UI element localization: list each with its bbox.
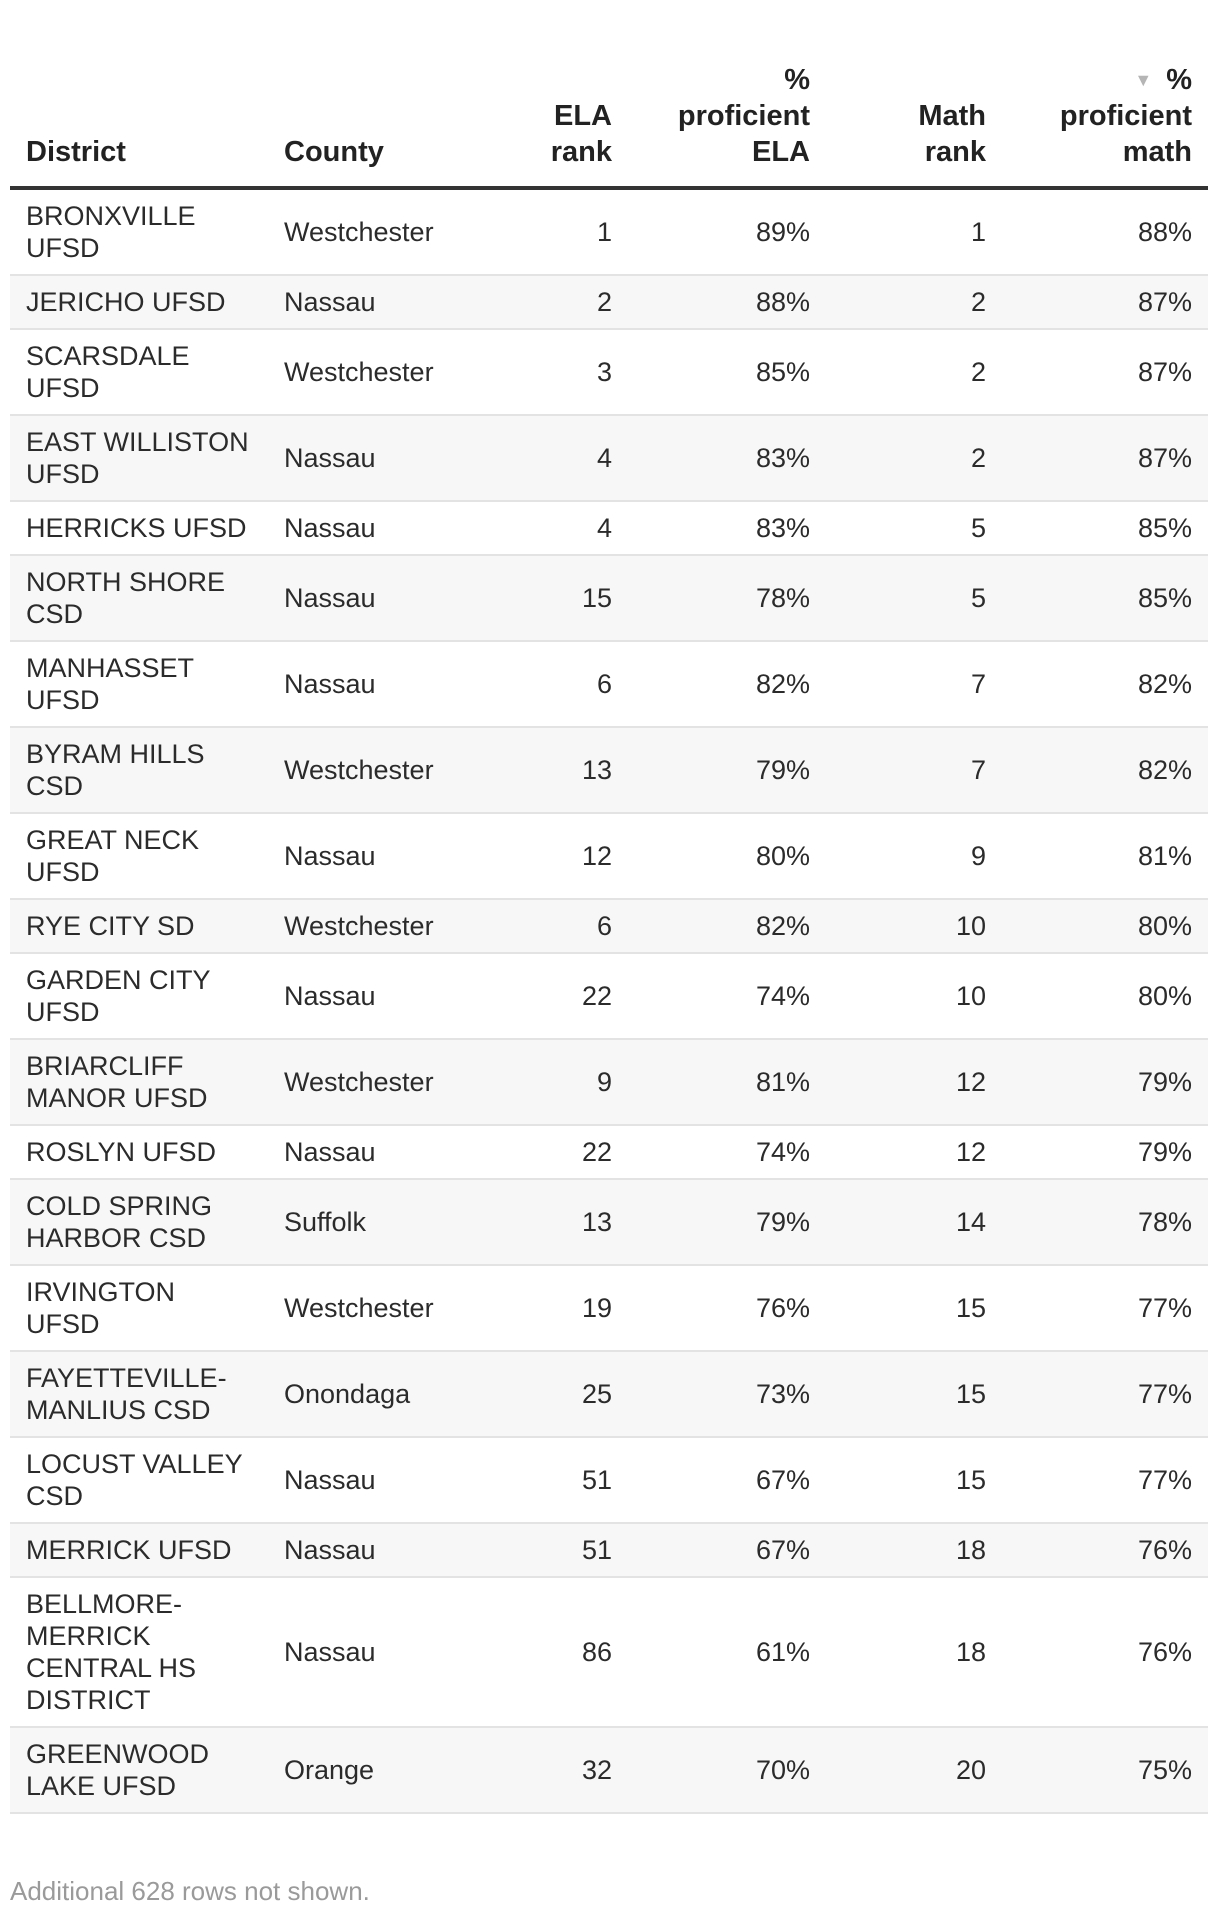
cell-pct-math: 87% xyxy=(1002,415,1208,501)
district-ranking-table xyxy=(10,44,1208,1814)
column-header-county[interactable]: County xyxy=(268,44,490,188)
table-body xyxy=(10,188,1208,1813)
cell-pct-math: 79% xyxy=(1002,1125,1208,1179)
cell-ela-rank: 51 xyxy=(490,1523,628,1577)
cell-pct-ela: 82% xyxy=(628,899,826,953)
cell-county: Nassau xyxy=(268,415,490,501)
table-row xyxy=(10,415,1208,501)
cell-pct-math: 76% xyxy=(1002,1577,1208,1727)
cell-pct-math: 85% xyxy=(1002,555,1208,641)
cell-county: Orange xyxy=(268,1727,490,1813)
cell-ela-rank: 4 xyxy=(490,415,628,501)
cell-county: Nassau xyxy=(268,953,490,1039)
cell-district: BRONXVILLE UFSD xyxy=(10,188,268,275)
cell-district: ROSLYN UFSD xyxy=(10,1125,268,1179)
cell-pct-math: 76% xyxy=(1002,1523,1208,1577)
cell-math-rank: 5 xyxy=(826,501,1002,555)
table-header xyxy=(10,44,1208,188)
cell-district: SCARSDALE UFSD xyxy=(10,329,268,415)
cell-pct-math: 82% xyxy=(1002,727,1208,813)
cell-district: IRVINGTON UFSD xyxy=(10,1265,268,1351)
cell-math-rank: 10 xyxy=(826,953,1002,1039)
cell-math-rank: 18 xyxy=(826,1577,1002,1727)
table-row xyxy=(10,1577,1208,1727)
footnote: Additional 628 rows not shown. xyxy=(10,1876,370,1906)
cell-ela-rank: 86 xyxy=(490,1577,628,1727)
cell-pct-ela: 81% xyxy=(628,1039,826,1125)
cell-math-rank: 15 xyxy=(826,1437,1002,1523)
cell-pct-ela: 83% xyxy=(628,415,826,501)
cell-county: Nassau xyxy=(268,1577,490,1727)
cell-ela-rank: 3 xyxy=(490,329,628,415)
column-header-ela-rank[interactable]: ELA rank xyxy=(490,44,628,188)
cell-ela-rank: 9 xyxy=(490,1039,628,1125)
cell-pct-ela: 85% xyxy=(628,329,826,415)
cell-pct-ela: 76% xyxy=(628,1265,826,1351)
cell-math-rank: 7 xyxy=(826,727,1002,813)
cell-math-rank: 15 xyxy=(826,1265,1002,1351)
column-header-math-rank[interactable]: Math rank xyxy=(826,44,1002,188)
cell-county: Westchester xyxy=(268,1039,490,1125)
table-row xyxy=(10,1523,1208,1577)
cell-math-rank: 2 xyxy=(826,415,1002,501)
cell-county: Nassau xyxy=(268,1125,490,1179)
cell-ela-rank: 13 xyxy=(490,727,628,813)
cell-county: Westchester xyxy=(268,188,490,275)
cell-ela-rank: 4 xyxy=(490,501,628,555)
cell-ela-rank: 25 xyxy=(490,1351,628,1437)
table-row xyxy=(10,1179,1208,1265)
cell-district: EAST WILLISTON UFSD xyxy=(10,415,268,501)
cell-district: COLD SPRING HARBOR CSD xyxy=(10,1179,268,1265)
column-header-pct-math-symbol: % xyxy=(1166,64,1192,96)
table-row xyxy=(10,1351,1208,1437)
cell-math-rank: 2 xyxy=(826,275,1002,329)
cell-math-rank: 7 xyxy=(826,641,1002,727)
table-row xyxy=(10,641,1208,727)
table-row xyxy=(10,1265,1208,1351)
cell-math-rank: 20 xyxy=(826,1727,1002,1813)
column-header-pct-math[interactable] xyxy=(1002,44,1208,188)
cell-district: JERICHO UFSD xyxy=(10,275,268,329)
cell-ela-rank: 13 xyxy=(490,1179,628,1265)
cell-county: Nassau xyxy=(268,501,490,555)
table-row xyxy=(10,1125,1208,1179)
cell-math-rank: 9 xyxy=(826,813,1002,899)
cell-county: Westchester xyxy=(268,899,490,953)
cell-pct-ela: 78% xyxy=(628,555,826,641)
cell-pct-ela: 79% xyxy=(628,1179,826,1265)
cell-pct-math: 85% xyxy=(1002,501,1208,555)
sort-descending-icon: ▼ xyxy=(1134,70,1153,90)
cell-math-rank: 12 xyxy=(826,1125,1002,1179)
cell-ela-rank: 32 xyxy=(490,1727,628,1813)
cell-pct-ela: 79% xyxy=(628,727,826,813)
cell-ela-rank: 1 xyxy=(490,188,628,275)
cell-county: Nassau xyxy=(268,1437,490,1523)
cell-pct-math: 88% xyxy=(1002,188,1208,275)
cell-district: MANHASSET UFSD xyxy=(10,641,268,727)
cell-district: MERRICK UFSD xyxy=(10,1523,268,1577)
table-row xyxy=(10,813,1208,899)
cell-ela-rank: 12 xyxy=(490,813,628,899)
cell-ela-rank: 22 xyxy=(490,1125,628,1179)
cell-district: GREAT NECK UFSD xyxy=(10,813,268,899)
cell-pct-ela: 70% xyxy=(628,1727,826,1813)
cell-county: Onondaga xyxy=(268,1351,490,1437)
cell-ela-rank: 2 xyxy=(490,275,628,329)
column-header-pct-math-label: proficient math xyxy=(1059,100,1192,168)
cell-ela-rank: 22 xyxy=(490,953,628,1039)
table-row xyxy=(10,501,1208,555)
cell-math-rank: 2 xyxy=(826,329,1002,415)
cell-county: Suffolk xyxy=(268,1179,490,1265)
cell-pct-math: 87% xyxy=(1002,275,1208,329)
cell-district: NORTH SHORE CSD xyxy=(10,555,268,641)
cell-ela-rank: 6 xyxy=(490,899,628,953)
cell-district: RYE CITY SD xyxy=(10,899,268,953)
cell-math-rank: 14 xyxy=(826,1179,1002,1265)
cell-math-rank: 5 xyxy=(826,555,1002,641)
table-row xyxy=(10,1437,1208,1523)
cell-pct-math: 77% xyxy=(1002,1265,1208,1351)
cell-ela-rank: 51 xyxy=(490,1437,628,1523)
cell-pct-math: 81% xyxy=(1002,813,1208,899)
table-row xyxy=(10,188,1208,275)
cell-pct-math: 82% xyxy=(1002,641,1208,727)
cell-pct-ela: 61% xyxy=(628,1577,826,1727)
cell-pct-ela: 80% xyxy=(628,813,826,899)
cell-county: Westchester xyxy=(268,1265,490,1351)
cell-pct-math: 78% xyxy=(1002,1179,1208,1265)
cell-ela-rank: 15 xyxy=(490,555,628,641)
cell-district: BRIARCLIFF MANOR UFSD xyxy=(10,1039,268,1125)
cell-math-rank: 18 xyxy=(826,1523,1002,1577)
cell-district: BELLMORE-MERRICK CENTRAL HS DISTRICT xyxy=(10,1577,268,1727)
cell-pct-math: 79% xyxy=(1002,1039,1208,1125)
cell-pct-ela: 73% xyxy=(628,1351,826,1437)
cell-pct-math: 80% xyxy=(1002,953,1208,1039)
cell-math-rank: 1 xyxy=(826,188,1002,275)
table-row xyxy=(10,727,1208,813)
cell-ela-rank: 6 xyxy=(490,641,628,727)
table-row xyxy=(10,329,1208,415)
cell-district: BYRAM HILLS CSD xyxy=(10,727,268,813)
table-row xyxy=(10,953,1208,1039)
cell-pct-ela: 67% xyxy=(628,1523,826,1577)
header-row xyxy=(10,44,1208,188)
table-row xyxy=(10,1727,1208,1813)
cell-county: Westchester xyxy=(268,329,490,415)
cell-district: FAYETTEVILLE-MANLIUS CSD xyxy=(10,1351,268,1437)
cell-pct-ela: 83% xyxy=(628,501,826,555)
cell-pct-math: 75% xyxy=(1002,1727,1208,1813)
cell-county: Nassau xyxy=(268,641,490,727)
cell-county: Nassau xyxy=(268,813,490,899)
column-header-pct-ela[interactable]: % proficient ELA xyxy=(628,44,826,188)
cell-pct-math: 77% xyxy=(1002,1437,1208,1523)
table-row xyxy=(10,275,1208,329)
cell-math-rank: 12 xyxy=(826,1039,1002,1125)
cell-pct-math: 80% xyxy=(1002,899,1208,953)
cell-district: GARDEN CITY UFSD xyxy=(10,953,268,1039)
table-row xyxy=(10,899,1208,953)
cell-county: Nassau xyxy=(268,1523,490,1577)
cell-pct-math: 87% xyxy=(1002,329,1208,415)
cell-pct-ela: 89% xyxy=(628,188,826,275)
cell-pct-ela: 74% xyxy=(628,953,826,1039)
cell-pct-ela: 88% xyxy=(628,275,826,329)
cell-pct-math: 77% xyxy=(1002,1351,1208,1437)
cell-county: Nassau xyxy=(268,275,490,329)
cell-district: HERRICKS UFSD xyxy=(10,501,268,555)
cell-county: Westchester xyxy=(268,727,490,813)
column-header-district[interactable]: District xyxy=(10,44,268,188)
cell-pct-ela: 67% xyxy=(628,1437,826,1523)
cell-ela-rank: 19 xyxy=(490,1265,628,1351)
cell-county: Nassau xyxy=(268,555,490,641)
table-row xyxy=(10,555,1208,641)
cell-pct-ela: 82% xyxy=(628,641,826,727)
cell-pct-ela: 74% xyxy=(628,1125,826,1179)
cell-district: LOCUST VALLEY CSD xyxy=(10,1437,268,1523)
cell-math-rank: 10 xyxy=(826,899,1002,953)
cell-math-rank: 15 xyxy=(826,1351,1002,1437)
table-row xyxy=(10,1039,1208,1125)
cell-district: GREENWOOD LAKE UFSD xyxy=(10,1727,268,1813)
